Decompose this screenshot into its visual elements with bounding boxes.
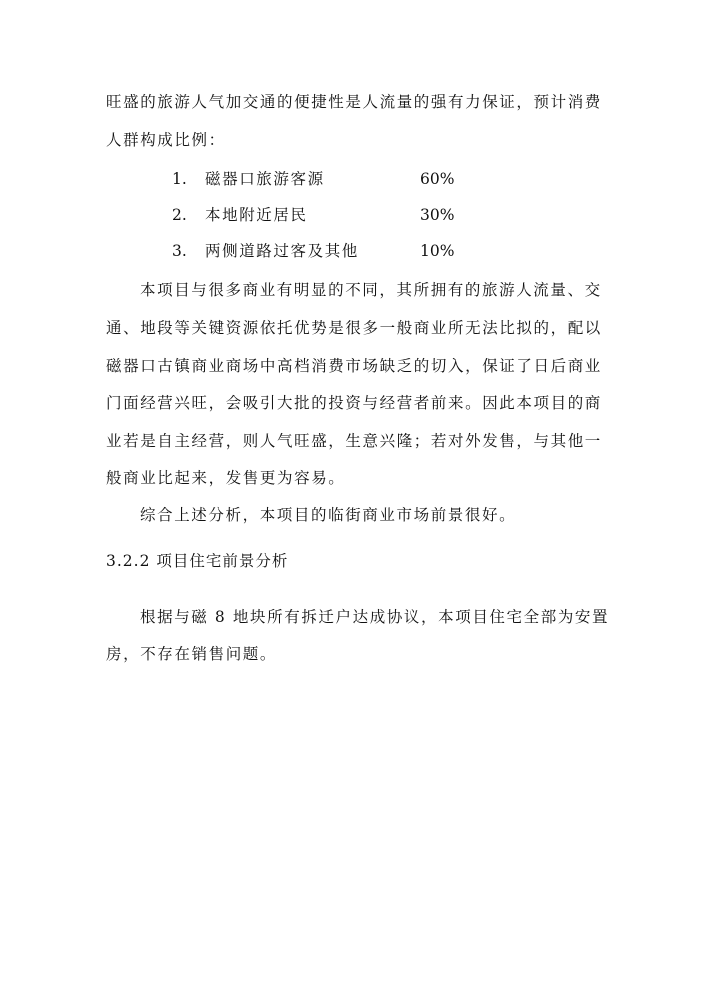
list-item-percent: 60% <box>420 170 455 188</box>
paragraph-2-line-4: 门面经营兴旺，会吸引大批的投资与经营者前来。因此本项目的商 <box>106 394 602 412</box>
list-item-percent: 10% <box>420 242 455 260</box>
paragraph-3-line-1: 综合上述分析，本项目的临街商业市场前景很好。 <box>140 506 517 524</box>
paragraph-2-line-5: 业若是自主经营，则人气旺盛，生意兴隆；若对外发售，与其他一 <box>106 432 602 450</box>
paragraph-1-line-1: 旺盛的旅游人气加交通的便捷性是人流量的强有力保证，预计消费 <box>106 93 602 111</box>
list-item <box>0 168 703 190</box>
paragraph-4-line-2: 房，不存在销售问题。 <box>106 645 278 663</box>
paragraph-2-line-1: 本项目与很多商业有明显的不同，其所拥有的旅游人流量、交 <box>140 281 602 299</box>
paragraph-4-line-1: 根据与磁 8 地块所有拆迁户达成协议，本项目住宅全部为安置 <box>140 608 610 626</box>
list-item-label: 磁器口旅游客源 <box>205 170 325 188</box>
paragraph-2-line-3: 磁器口古镇商业商场中高档消费市场缺乏的切入，保证了日后商业 <box>106 357 602 375</box>
paragraph-1-line-2: 人群构成比例： <box>106 131 226 149</box>
paragraph-2-line-2: 通、地段等关键资源依托优势是很多一般商业所无法比拟的，配以 <box>106 319 602 337</box>
list-item <box>0 204 703 226</box>
section-heading: 3.2.2 项目住宅前景分析 <box>106 552 289 570</box>
list-item <box>0 240 703 262</box>
list-item-number: 2. <box>172 206 187 224</box>
list-item-percent: 30% <box>420 206 455 224</box>
paragraph-2-line-6: 般商业比起来，发售更为容易。 <box>106 469 346 487</box>
list-item-label: 本地附近居民 <box>205 206 308 224</box>
list-item-number: 3. <box>172 242 187 260</box>
list-item-label: 两侧道路过客及其他 <box>205 242 359 260</box>
list-item-number: 1. <box>172 170 187 188</box>
